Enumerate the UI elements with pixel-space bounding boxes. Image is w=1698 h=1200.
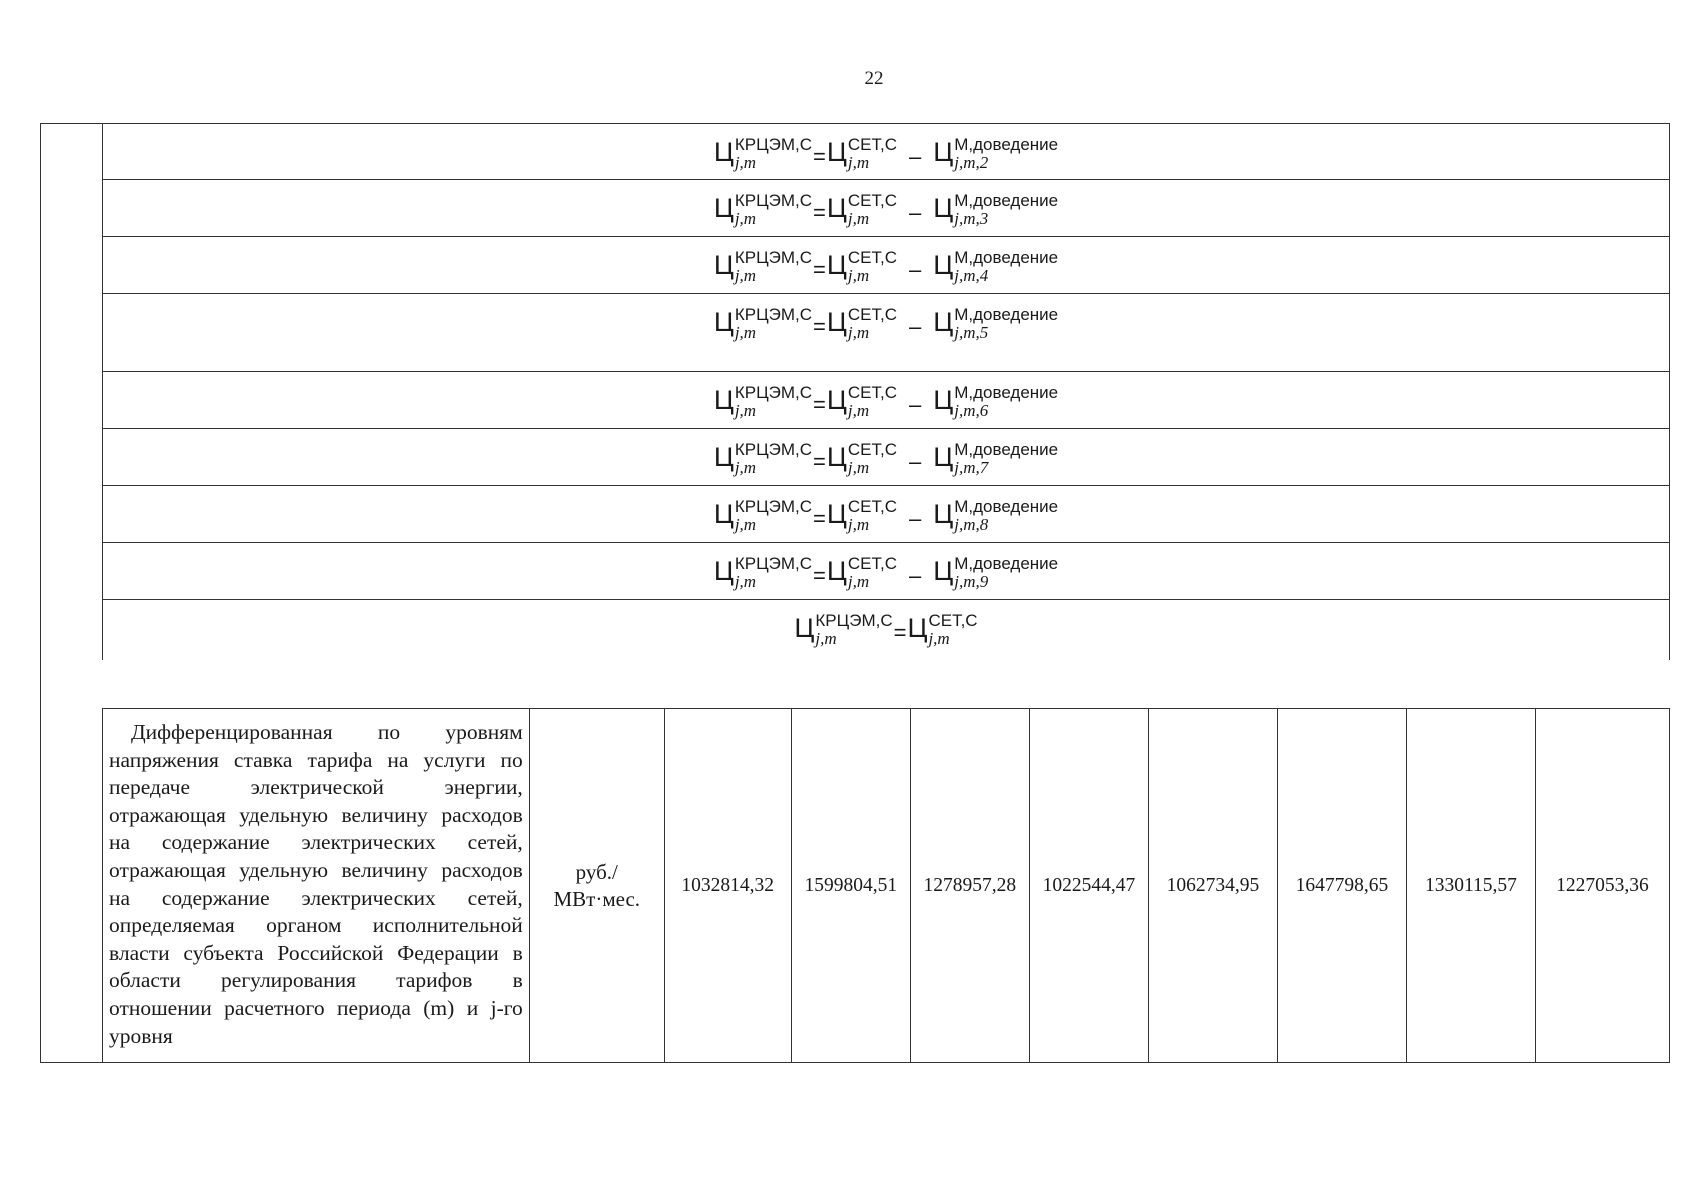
equals-sign: =: [813, 449, 826, 474]
page-number: 22: [864, 68, 884, 89]
formula-adjustment-term-subscript: j,m,3: [954, 209, 989, 228]
formula-adjustment-term: [933, 498, 1058, 534]
value-cell: 1227053,36: [1556, 874, 1649, 896]
formula-lhs: [714, 441, 812, 477]
formula-adjustment-term-subscript: j,m,6: [954, 401, 989, 420]
formula-adjustment-term-base: Ц: [933, 307, 954, 337]
formula-lhs-subscript: j,m: [734, 266, 757, 285]
minus-sign: –: [909, 314, 922, 339]
equals-sign: =: [813, 563, 826, 588]
formula-lhs-base: Ц: [713, 137, 734, 167]
equals-sign: =: [893, 620, 907, 645]
formula-row: [102, 371, 1670, 428]
equals-sign: =: [813, 200, 826, 225]
formula-rhs-term-base: Ц: [826, 193, 847, 223]
formula-rhs-term-subscript: j,m: [847, 458, 870, 477]
unit-line-2: МВт·мес.: [553, 886, 641, 911]
formula-rhs-term-subscript: j,m: [847, 515, 870, 534]
formula-lhs-base: Ц: [713, 499, 734, 529]
formula-lhs-superscript: КРЦЭМ,C: [734, 440, 813, 459]
formula-lhs-subscript: j,m: [734, 515, 757, 534]
formula-row: [102, 485, 1670, 542]
equals-sign: =: [813, 392, 826, 417]
formula-adjustment-term: [933, 306, 1058, 342]
formula-lhs-base: Ц: [794, 613, 815, 643]
formula-adjustment-term-superscript: М,доведение: [954, 135, 1059, 154]
formula-lhs-subscript: j,m: [734, 323, 757, 342]
formula-adjustment-term-subscript: j,m,7: [954, 458, 989, 477]
formula-adjustment-term-base: Ц: [933, 385, 954, 415]
formula-lhs: [714, 498, 812, 534]
formula-rhs-term-superscript: СЕТ,С: [847, 440, 897, 459]
formula-adjustment-term-subscript: j,m,5: [954, 323, 989, 342]
formula-rhs-term-superscript: СЕТ,С: [847, 383, 897, 402]
formula-row: [102, 293, 1670, 371]
equals-sign: =: [813, 506, 826, 531]
formula-adjustment-term-superscript: М,доведение: [954, 191, 1059, 210]
description-text: Дифференцированная по уровням напряжения ставка тарифа на услуги по передаче электрической энергии, отражающая удельную величину расходов на содержание электрических сетей, отражающая удельную величину расходов на содержание электрических сетей, определяемая органом исполнительной власти субъекта Российской Федерации в области регулирования тарифов в отношении расчетного периода (m) и j-го уровня: [109, 720, 523, 1048]
formula-lhs-base: Ц: [713, 250, 734, 280]
formula-adjustment-term-superscript: М,доведение: [954, 383, 1059, 402]
formula-rhs-term-subscript: j,m: [847, 401, 870, 420]
formula: [714, 294, 1058, 342]
formula-lhs: [714, 555, 812, 591]
formula-lhs-superscript: КРЦЭМ,C: [734, 554, 813, 573]
minus-sign: –: [909, 563, 922, 588]
formula-adjustment-term: [933, 192, 1058, 228]
value-cell: 1022544,47: [1030, 709, 1149, 1062]
minus-sign: –: [909, 506, 922, 531]
formula-rhs-term-superscript: СЕТ,С: [847, 135, 897, 154]
formula-rhs-term-subscript: j,m: [847, 266, 870, 285]
formula-rhs-term-subscript: j,m: [847, 572, 870, 591]
formula-lhs: [714, 192, 812, 228]
formula-lhs-superscript: КРЦЭМ,C: [734, 305, 813, 324]
formula-row: [102, 236, 1670, 293]
formula-rhs-term-superscript: СЕТ,С: [847, 497, 897, 516]
formula-rhs-term-base: Ц: [907, 613, 928, 643]
formula: [794, 600, 977, 648]
formula-rhs-term-superscript: СЕТ,С: [847, 554, 897, 573]
formula-row: [102, 542, 1670, 599]
formula-lhs-subscript: j,m: [815, 629, 837, 648]
formula-lhs: [714, 384, 812, 420]
formula-lhs-base: Ц: [713, 556, 734, 586]
formula-adjustment-term-subscript: j,m,9: [954, 572, 989, 591]
formula-lhs-subscript: j,m: [734, 209, 757, 228]
formula-row: [102, 179, 1670, 236]
formula-lhs: [714, 136, 812, 172]
formula: [714, 372, 1058, 420]
formula-row: [102, 599, 1670, 660]
formula-lhs-subscript: j,m: [734, 153, 757, 172]
unit-cell: [530, 709, 665, 1062]
formula-adjustment-term: [933, 384, 1058, 420]
formula-lhs-subscript: j,m: [734, 572, 757, 591]
formula: [714, 237, 1058, 285]
formula-rhs-term-base: Ц: [826, 499, 847, 529]
formula-rhs-term: [827, 441, 897, 477]
formula-lhs-superscript: КРЦЭМ,C: [734, 383, 813, 402]
formula-adjustment-term-superscript: М,доведение: [954, 497, 1059, 516]
formula: [714, 180, 1058, 228]
formula-rows: [102, 123, 1670, 660]
formula-rhs-term-subscript: j,m: [847, 323, 870, 342]
formula-row: [102, 428, 1670, 485]
equals-sign: =: [813, 257, 826, 282]
formula-lhs-superscript: КРЦЭМ,C: [815, 611, 893, 630]
formula-adjustment-term-superscript: М,доведение: [954, 440, 1059, 459]
formula-lhs-subscript: j,m: [734, 458, 757, 477]
formula-rhs-term-base: Ц: [826, 556, 847, 586]
formula-adjustment-term-base: Ц: [933, 193, 954, 223]
equals-sign: =: [813, 144, 826, 169]
formula-adjustment-term-subscript: j,m,4: [954, 266, 989, 285]
formula-lhs-base: Ц: [713, 193, 734, 223]
formula-rhs-term: [827, 384, 897, 420]
value-cell: 1278957,28: [911, 709, 1030, 1062]
formula-adjustment-term-base: Ц: [933, 137, 954, 167]
value-cell: 1062734,95: [1149, 709, 1278, 1062]
formula-rhs-term-base: Ц: [826, 250, 847, 280]
formula-rhs-term-superscript: СЕТ,С: [847, 248, 897, 267]
formula-lhs-superscript: КРЦЭМ,C: [734, 248, 813, 267]
minus-sign: –: [909, 144, 922, 169]
formula-lhs-superscript: КРЦЭМ,C: [734, 135, 813, 154]
description-cell: [103, 709, 530, 1062]
formula-rhs-term-superscript: СЕТ,С: [847, 305, 897, 324]
value-cell: 1032814,32: [665, 709, 792, 1062]
formula-rhs-term-subscript: j,m: [847, 153, 870, 172]
minus-sign: –: [909, 200, 922, 225]
formula-rhs-term-superscript: СЕТ,С: [928, 611, 978, 630]
formula-rhs-term: [827, 192, 897, 228]
formula-adjustment-term-base: Ц: [933, 556, 954, 586]
formula-rhs-term: [827, 306, 897, 342]
formula-lhs-subscript: j,m: [734, 401, 757, 420]
value-cell: 1647798,65: [1278, 709, 1407, 1062]
formula-lhs: [794, 612, 892, 648]
left-index-column: [40, 123, 102, 1063]
formula-rhs-term-subscript: j,m: [928, 629, 950, 648]
formula-rhs-term-base: Ц: [826, 307, 847, 337]
formula-rhs-term: [827, 498, 897, 534]
formula-rhs-term: [827, 555, 897, 591]
formula-row: [102, 123, 1670, 179]
minus-sign: –: [909, 449, 922, 474]
formula-adjustment-term-superscript: М,доведение: [954, 248, 1059, 267]
formula: [714, 124, 1058, 172]
formula-lhs: [714, 249, 812, 285]
formula-rhs-term-base: Ц: [826, 442, 847, 472]
formula: [714, 543, 1058, 591]
formula-adjustment-term: [933, 555, 1058, 591]
formula-adjustment-term-superscript: М,доведение: [954, 554, 1059, 573]
formula-rhs-term-base: Ц: [826, 385, 847, 415]
formula-adjustment-term: [933, 441, 1058, 477]
formula-lhs-superscript: КРЦЭМ,C: [734, 497, 813, 516]
formula-adjustment-term-base: Ц: [933, 499, 954, 529]
formula-lhs-superscript: КРЦЭМ,C: [734, 191, 813, 210]
value-cell: 1330115,57: [1407, 709, 1536, 1062]
formula-adjustment-term-subscript: j,m,8: [954, 515, 989, 534]
formula-lhs-base: Ц: [713, 385, 734, 415]
formula-adjustment-term-superscript: М,доведение: [954, 305, 1059, 324]
formula-lhs: [714, 306, 812, 342]
formula-adjustment-term: [933, 136, 1058, 172]
formula-lhs-base: Ц: [713, 307, 734, 337]
formula-rhs-term: [827, 249, 897, 285]
formula-rhs-term: [907, 612, 977, 648]
formula: [714, 429, 1058, 477]
minus-sign: –: [909, 257, 922, 282]
formula-rhs-term-base: Ц: [826, 137, 847, 167]
minus-sign: –: [909, 392, 922, 417]
table-row: [102, 708, 1670, 1063]
unit-line-1: руб./: [575, 859, 618, 884]
formula-rhs-term-subscript: j,m: [847, 209, 870, 228]
tariff-table: [40, 123, 1670, 1063]
formula-lhs-base: Ц: [713, 442, 734, 472]
formula-adjustment-term: [933, 249, 1058, 285]
formula: [714, 486, 1058, 534]
formula-adjustment-term-base: Ц: [933, 442, 954, 472]
formula-adjustment-term-base: Ц: [933, 250, 954, 280]
equals-sign: =: [813, 314, 826, 339]
formula-rhs-term-superscript: СЕТ,С: [847, 191, 897, 210]
formula-rhs-term: [827, 136, 897, 172]
value-cell: 1599804,51: [792, 709, 911, 1062]
formula-adjustment-term-subscript: j,m,2: [954, 153, 989, 172]
